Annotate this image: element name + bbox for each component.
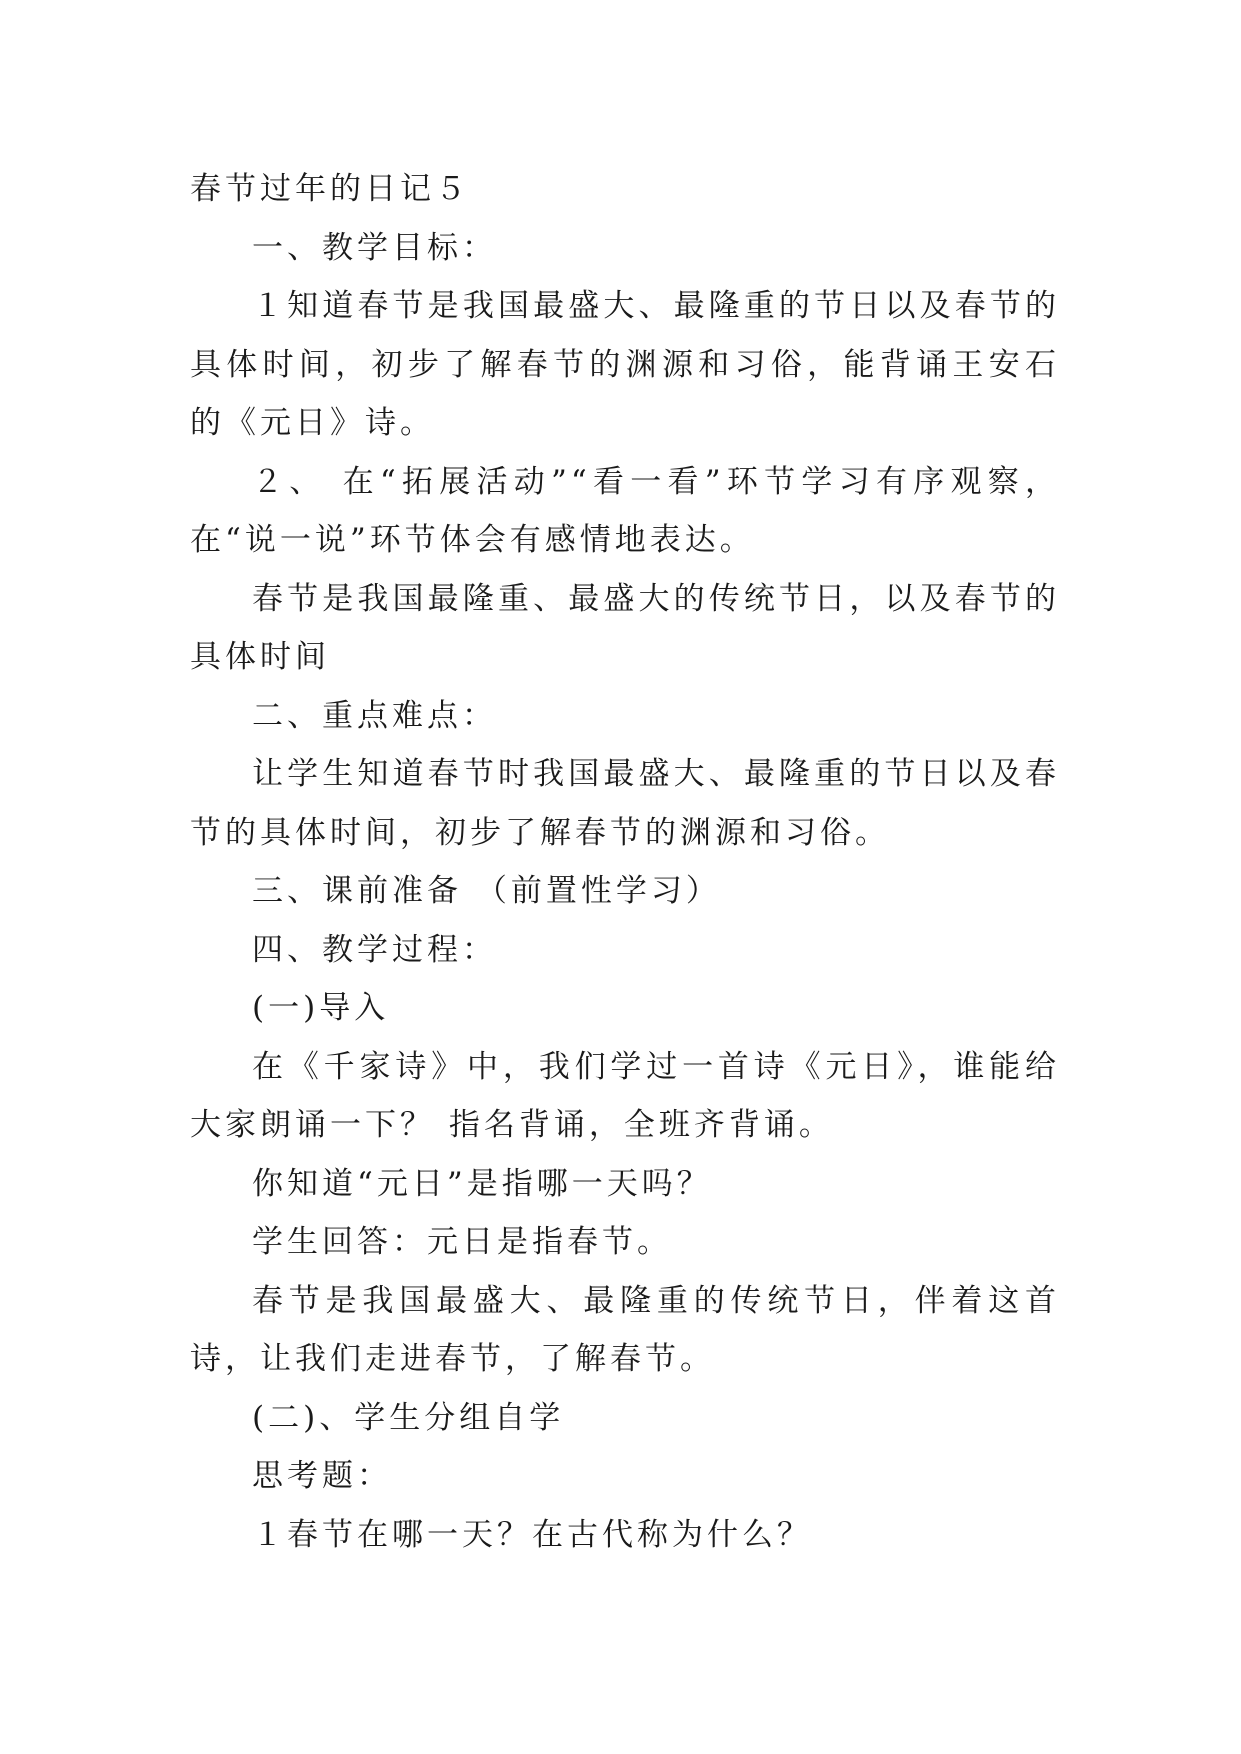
paragraph: 春节是我国最盛大、最隆重的传统节日，伴着这首诗，让我们走进春节，了解春节。 [190,1282,1060,1377]
paragraph: 三、课前准备 （前置性学习） [252,873,721,909]
paragraph: 让学生知道春节时我国最盛大、最隆重的节日以及春节的具体时间，初步了解春节的渊源和习俗。 [190,756,1060,851]
paragraph: (一)导入 [252,990,390,1026]
paragraph: 一、教学目标： [252,229,497,266]
paragraph: １春节在哪一天？在古代称为什么？ [252,1516,812,1553]
paragraph: 思考题： [252,1458,392,1494]
paragraph: (二)、学生分组自学 [252,1399,565,1436]
document-title: 春节过年的日记５ [190,171,470,207]
paragraph: 四、教学过程： [252,931,497,968]
document-body [190,160,1060,1564]
paragraph: 二、重点难点： [252,697,497,734]
paragraph: １知道春节是我国最盛大、最隆重的节日以及春节的具体时间，初步了解春节的渊源和习俗，能背诵王安石的《元日》诗。 [190,288,1060,441]
paragraph: 春节是我国最隆重、最盛大的传统节日，以及春节的具体时间 [190,580,1060,675]
paragraph: 你知道“元日”是指哪一天吗？ [252,1165,712,1202]
paragraph: 在《千家诗》中，我们学过一首诗《元日》，谁能给大家朗诵一下？ 指名背诵，全班齐背诵。 [190,1048,1060,1143]
paragraph: 学生回答：元日是指春节。 [252,1224,672,1260]
paragraph: ２、 在“拓展活动”“看一看”环节学习有序观察，在“说一说”环节体会有感情地表达。 [190,463,1060,558]
